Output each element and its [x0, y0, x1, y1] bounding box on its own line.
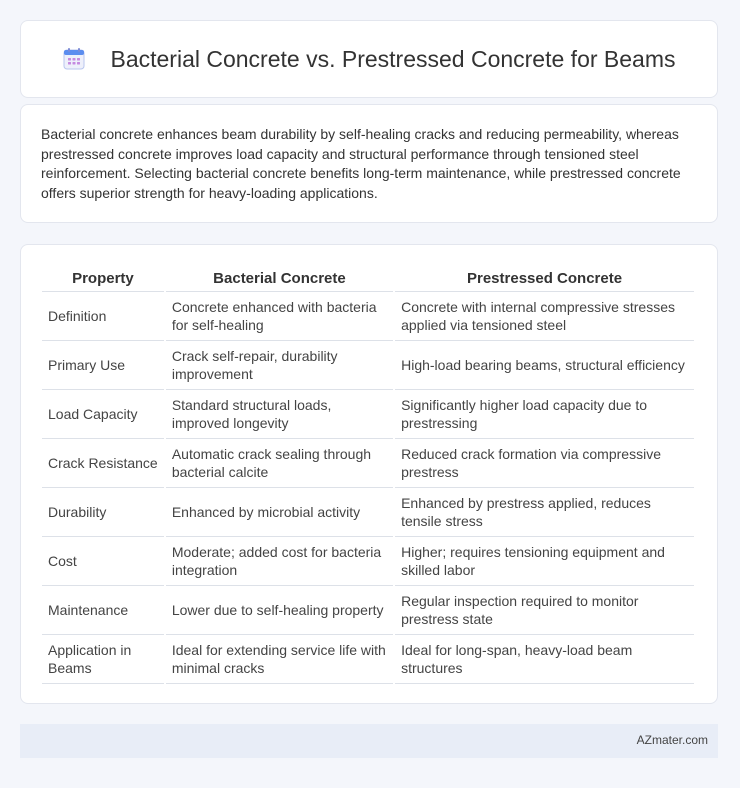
- row-bacterial-value: Automatic crack sealing through bacterial calcite: [166, 439, 393, 488]
- row-property: Crack Resistance: [42, 439, 164, 488]
- row-prestressed-value: Higher; requires tensioning equipment and skilled labor: [395, 537, 694, 586]
- table-row: [42, 439, 694, 488]
- row-bacterial-value: Crack self-repair, durability improvement: [166, 341, 393, 390]
- table-header-row: [42, 265, 694, 292]
- table-row: [42, 586, 694, 635]
- row-bacterial-value: Concrete enhanced with bacteria for self-healing: [166, 292, 393, 341]
- comparison-table: [40, 265, 696, 684]
- table-row: [42, 635, 694, 684]
- table-row: [42, 292, 694, 341]
- title-card: [20, 20, 718, 98]
- row-prestressed-value: Concrete with internal compressive stresses applied via tensioned steel: [395, 292, 694, 341]
- row-bacterial-value: Lower due to self-healing property: [166, 586, 393, 635]
- summary-card: [20, 104, 718, 223]
- row-prestressed-value: Regular inspection required to monitor prestress state: [395, 586, 694, 635]
- row-bacterial-value: Ideal for extending service life with minimal cracks: [166, 635, 393, 684]
- table-row: [42, 390, 694, 439]
- row-prestressed-value: Ideal for long-span, heavy-load beam structures: [395, 635, 694, 684]
- header-prestressed-concrete: Prestressed Concrete: [395, 265, 694, 292]
- summary-text: Bacterial concrete enhances beam durability by self-healing cracks and reducing permeability, whereas prestressed concrete improves load capacity and structural performance through tensioned steel reinforcement. Selecting bacterial concrete benefits long-term maintenance, while prestressed concrete offers superior strength for heavy-loading applications.: [41, 126, 681, 201]
- row-prestressed-value: Reduced crack formation via compressive prestress: [395, 439, 694, 488]
- row-bacterial-value: Enhanced by microbial activity: [166, 488, 393, 537]
- row-prestressed-value: High-load bearing beams, structural efficiency: [395, 341, 694, 390]
- row-property: Maintenance: [42, 586, 164, 635]
- calendar-icon: [62, 47, 86, 71]
- row-prestressed-value: Enhanced by prestress applied, reduces tensile stress: [395, 488, 694, 537]
- row-property: Primary Use: [42, 341, 164, 390]
- row-property: Durability: [42, 488, 164, 537]
- table-row: [42, 537, 694, 586]
- row-property: Cost: [42, 537, 164, 586]
- page-title: Bacterial Concrete vs. Prestressed Concrete for Beams: [110, 45, 676, 72]
- row-bacterial-value: Standard structural loads, improved longevity: [166, 390, 393, 439]
- comparison-table-card: [20, 244, 718, 704]
- header-property: Property: [42, 265, 164, 292]
- footer-brand: AZmater.com: [636, 733, 708, 747]
- table-row: [42, 341, 694, 390]
- footer: [20, 724, 718, 758]
- row-property: Application in Beams: [42, 635, 164, 684]
- table-row: [42, 488, 694, 537]
- row-bacterial-value: Moderate; added cost for bacteria integration: [166, 537, 393, 586]
- header-bacterial-concrete: Bacterial Concrete: [166, 265, 393, 292]
- row-property: Load Capacity: [42, 390, 164, 439]
- row-prestressed-value: Significantly higher load capacity due to prestressing: [395, 390, 694, 439]
- row-property: Definition: [42, 292, 164, 341]
